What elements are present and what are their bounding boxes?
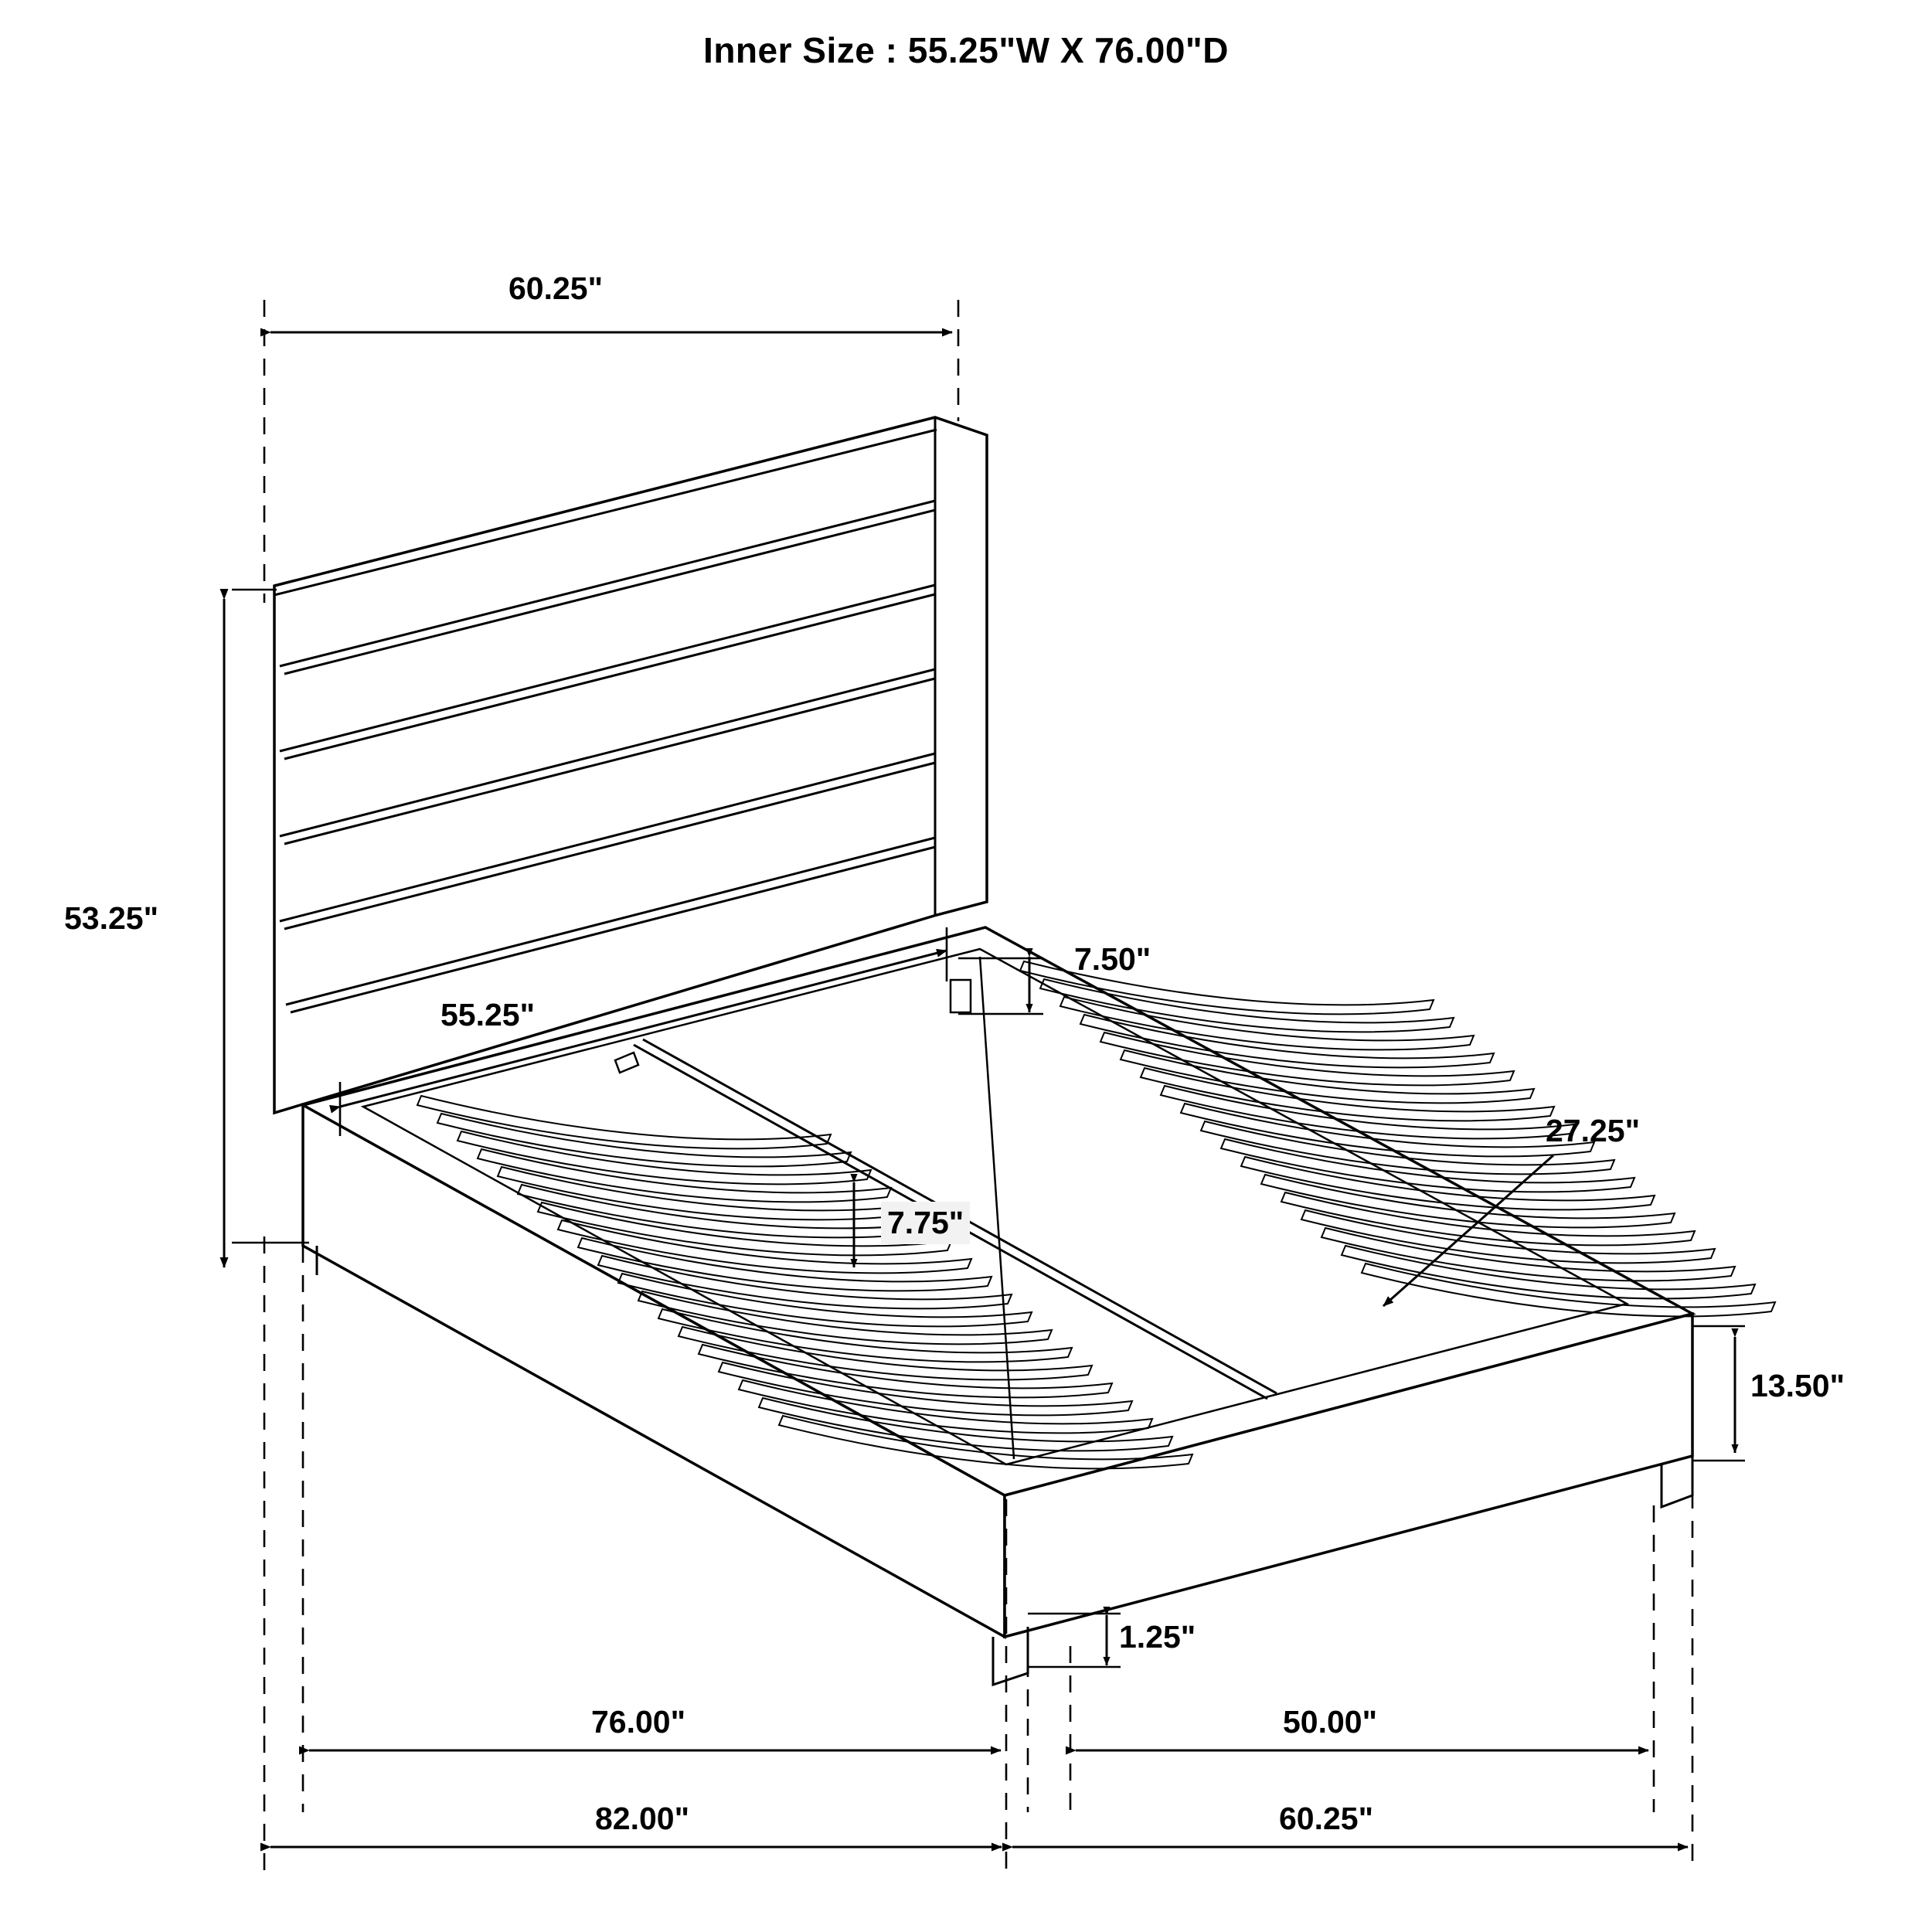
label-slat-clearance: 7.75": [881, 1202, 970, 1244]
label-inner-width: 55.25": [440, 997, 536, 1032]
label-foot-clearance: 1.25": [1119, 1619, 1196, 1655]
label-headboard-height: 53.25": [64, 900, 159, 936]
page-title: Inner Size : 55.25"W X 76.00"D: [703, 30, 1229, 70]
label-rail-thickness: 7.50": [1074, 941, 1151, 977]
label-overall-width: 60.25": [1279, 1801, 1374, 1836]
label-deck-height: 13.50": [1750, 1368, 1845, 1403]
label-side-overhang: 27.25": [1546, 1113, 1641, 1148]
label-headboard-width: 60.25": [509, 270, 604, 306]
label-overall-depth: 82.00": [595, 1801, 690, 1836]
label-inner-depth: 76.00": [591, 1704, 686, 1740]
label-foot-width: 50.00": [1283, 1704, 1378, 1740]
